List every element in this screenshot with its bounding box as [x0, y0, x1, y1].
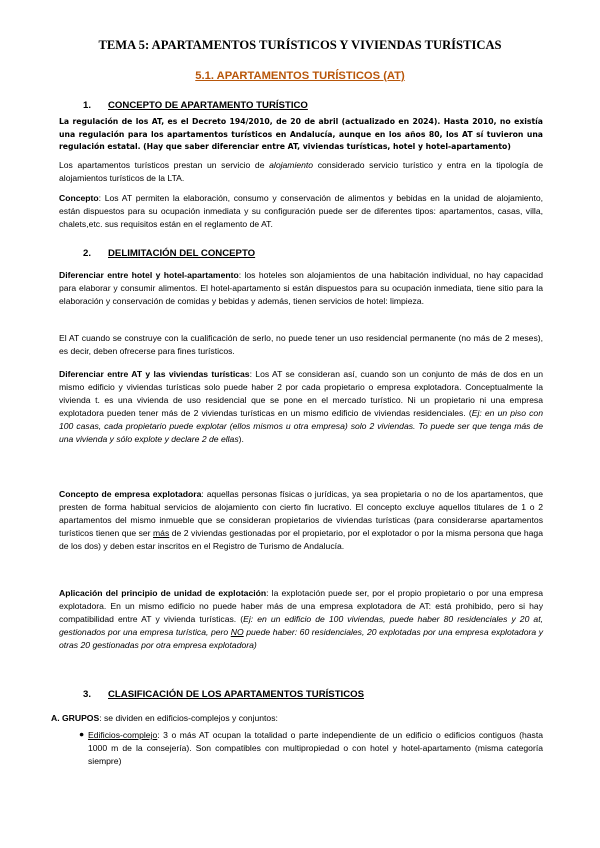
empresa-text: : aquellas personas físicas o jurídicas, ya sea propietaria o no de los apartamentos, que presten de forma habitual servicios de alojamiento con cierto fin lucrativo. El concepto excluye aquellos titulares de 1 o 2 apartamentos del mismo inmueble que se consideran propietarios de viviendas turísticas (para considerarse apartamentos turísticos tienen que ser [59, 489, 543, 538]
unidad-example: Ej: en un edificio de 100 viviendas, puede haber 80 residenciales y 20 at, gestionados por una empresa turística, pero [59, 614, 543, 637]
grupos-text: : se dividen en edificios-complejos y conjuntos: [99, 713, 278, 723]
grupos-line [51, 713, 278, 723]
grupos-label: A. GRUPOS [51, 713, 100, 723]
section-title: CLASIFICACIÓN DE LOS APARTAMENTOS TURÍSTICOS [108, 689, 365, 700]
empresa-text-end: de 2 viviendas gestionadas por el propietario, por el explotador o por la misma persona que haga de los dos) y deben estar inscritos en el Registro de Turismo de Andalucía. [59, 528, 543, 551]
document-title: TEMA 5: APARTAMENTOS TURÍSTICOS Y VIVIENDAS TURÍSTICAS [98, 38, 502, 52]
empresa-mas: más [153, 528, 170, 538]
section-heading-3 [83, 689, 364, 700]
unidad-no: NO [230, 627, 244, 637]
section-number: 3. [83, 689, 92, 700]
bullet-text: : 3 o más AT ocupan la totalidad o parte independiente de un edificio o edificios contiguos (hasta 1000 m de la consejería). Son compatibles con multipropiedad o con hotel y hotel-apartamento (misma categoría siempre) [88, 730, 543, 766]
section-title: DELIMITACIÓN DEL CONCEPTO [108, 248, 256, 259]
empresa-paragraph [59, 488, 543, 553]
concept-label: Concepto [59, 193, 99, 203]
unidad-paragraph [59, 587, 543, 652]
concept-text: : Los AT permiten la elaboración, consumo y conservación de alimentos y bebidas en la unidad de alojamiento, están dispuestos para su ocupación inmediata y su configuración puede ser de diferentes tipos: apartamentos, casas, villa, chalets,etc. sus requisitos están en el reglamento de AT. [59, 193, 543, 229]
section-number: 1. [83, 100, 92, 111]
service-text-end: considerado servicio turístico y entra en la tipología de alojamientos turísticos de la LTA. [59, 160, 543, 183]
hotel-text: : los hoteles son alojamientos de una habitación individual, no hay capacidad para elaborar y consumir alimentos. El hotel-apartamento si están dispuestos para su ocupación inmediata, tiene sitio para la elaboración y conservación de comidas y bebidas y además, tienen servicios de hotel: limpieza. [59, 270, 543, 306]
hotel-paragraph [59, 269, 543, 308]
regulation-paragraph: La regulación de los AT, es el Decreto 194/2010, de 20 de abril (actualizado en 2024). Hasta 2010, no existía una regulación para los apartamentos turísticos en Andalucía, aunque en los años 80, los AT sí tuvieron una regulación estatal. (Hay que saber diferenciar entre AT, viviendas turísticas, hotel y hotel-apartamento) [59, 117, 543, 151]
bullet-edificios [88, 729, 543, 768]
service-text: Los apartamentos turísticos prestan un servicio de [59, 160, 270, 170]
viviendas-end: ). [238, 434, 244, 444]
section-number: 2. [83, 248, 92, 259]
service-italic: alojamiento [269, 160, 314, 170]
viviendas-text: : Los AT se consideran así, cuando son un conjunto de más de dos en un mismo edificio y viviendas turísticas solo puede haber 2 por cada propietario o empresa explotadora. Conceptualmente la vivienda t. es una vivienda de uso residencial que se pone en el mercado turístico. Ni un propietario ni una empresa explotadora pueden tener más de 2 viviendas turísticas en un mismo edificio de viviendas residenciales. ( [59, 369, 543, 418]
unidad-text: : la explotación puede ser, por el propio propietario o por una empresa explotadora. En un mismo edificio no puede haber más de una empresa explotadora de AT: está prohibido, pero si hay compatibilidad entre AT y vivienda turísticas. ( [59, 588, 543, 624]
service-paragraph [59, 159, 543, 185]
empresa-label: Concepto de empresa explotadora [59, 489, 202, 499]
document-subtitle: 5.1. APARTAMENTOS TURÍSTICOS (AT) [195, 70, 405, 82]
concept-paragraph [59, 192, 543, 231]
section-heading-1 [83, 100, 308, 111]
viviendas-label: Diferenciar entre AT y las viviendas turísticas [59, 369, 250, 379]
section-title: CONCEPTO DE APARTAMENTO TURÍSTICO [108, 100, 308, 111]
bullet-label: Edificios-complejo [88, 730, 158, 740]
residential-paragraph: El AT cuando se construye con la cualificación de serlo, no puede tener un uso residencial permanente (no más de 2 meses), es decir, deben ofrecerse para fines turísticos. [59, 333, 543, 356]
unidad-label: Aplicación del principio de unidad de explotación [59, 588, 267, 598]
viviendas-paragraph [59, 368, 543, 446]
viviendas-example: Ej: en un piso con 100 casas, cada propietario puede explotar (ellos mismos u otra empresa) solo 2 viviendas. To puede ser que tenga más de una vivienda y sólo explote y declare 2 de ellas [59, 408, 543, 444]
bullet-icon: ● [79, 729, 85, 739]
hotel-label: Diferenciar entre hotel y hotel-apartamento [59, 270, 239, 280]
unidad-example-end: puede haber: 60 residenciales, 20 explotadas por una empresa explotadora y otras 20 gestionadas por otra empresa explotadora) [59, 627, 543, 650]
section-heading-2 [83, 248, 255, 259]
